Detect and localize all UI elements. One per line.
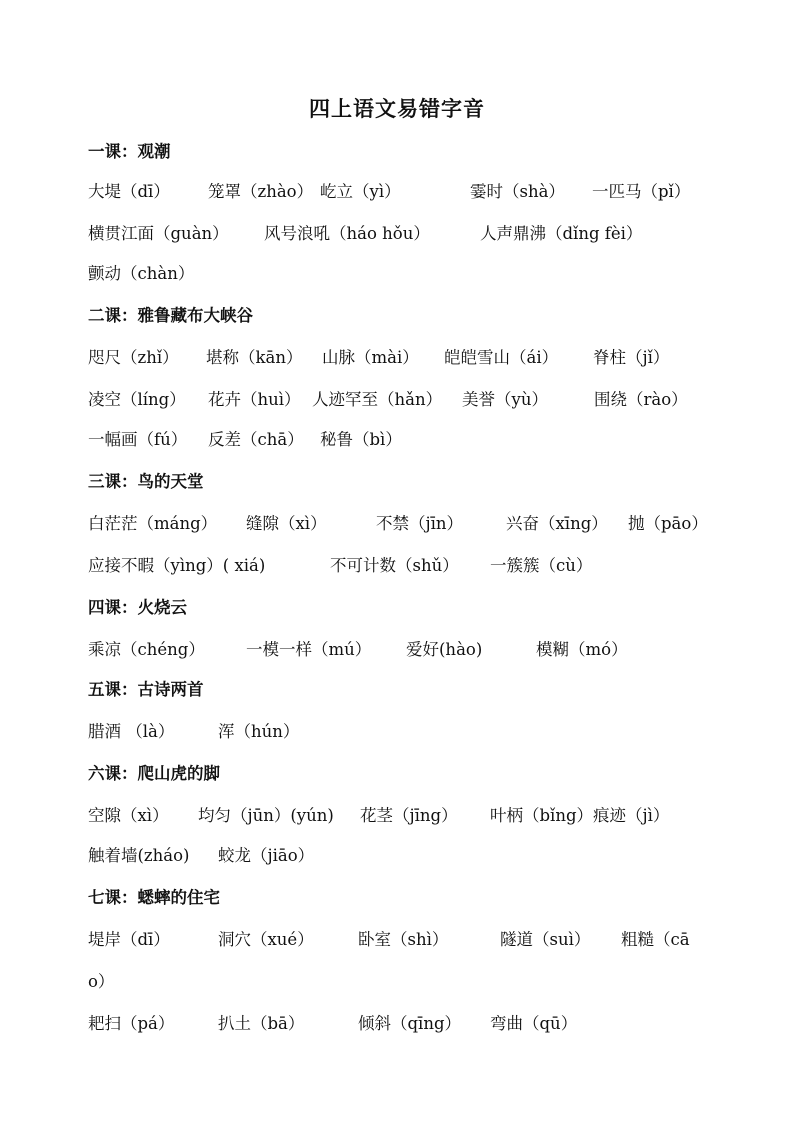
vocab-item: 空隙（xì） — [88, 806, 169, 825]
vocab-row — [88, 926, 728, 954]
vocab-item: 脊柱（jǐ） — [593, 348, 670, 367]
vocab-item: 蛟龙（jiāo） — [218, 846, 315, 865]
vocab-row — [88, 386, 728, 414]
vocab-item: 堤岸（dī） — [88, 930, 170, 949]
vocab-item: 兴奋（xīng） — [506, 514, 608, 533]
vocab-item: 花茎（jīng） — [360, 806, 458, 825]
vocab-item: 美誉（yù） — [462, 390, 548, 409]
vocab-item: 围绕（rào） — [594, 390, 688, 409]
vocab-item: 扒土（bā） — [218, 1014, 305, 1033]
vocab-item: 抛（pāo） — [628, 514, 708, 533]
vocab-item: 反差（chā） — [208, 430, 304, 449]
vocab-row — [88, 344, 728, 372]
vocab-item: 粗糙（cā — [621, 930, 690, 949]
lesson-heading: 二课：雅鲁藏布大峡谷 — [88, 306, 253, 325]
vocab-item: 爱好(hào) — [406, 640, 483, 659]
vocab-item: 风号浪吼（háo hǒu） — [264, 224, 430, 243]
vocab-item: 痕迹（jì） — [593, 806, 670, 825]
vocab-item: 人声鼎沸（dǐng fèi） — [480, 224, 643, 243]
vocab-row — [88, 1010, 728, 1038]
vocab-item: 叶柄（bǐng） — [490, 806, 594, 825]
vocab-row — [88, 260, 728, 288]
lesson-heading: 五课：古诗两首 — [88, 680, 204, 699]
vocab-item: 倾斜（qīng） — [358, 1014, 462, 1033]
lesson-heading: 四课：火烧云 — [88, 598, 187, 617]
lesson-heading: 七课：蟋蟀的住宅 — [88, 888, 220, 907]
vocab-item: 白茫茫（máng） — [88, 514, 218, 533]
vocab-item: 隧道（suì） — [500, 930, 591, 949]
vocab-item: 秘鲁（bì） — [320, 430, 402, 449]
vocab-item: 应接不暇（yìng）( xiá) — [88, 556, 266, 575]
vocab-row — [88, 510, 728, 538]
vocab-item: 咫尺（zhǐ） — [88, 348, 179, 367]
page-title: 四上语文易错字音 — [309, 96, 485, 121]
vocab-item: 弯曲（qū） — [490, 1014, 578, 1033]
vocab-item: 一幅画（fú） — [88, 430, 188, 449]
vocab-item: 堪称（kān） — [206, 348, 303, 367]
vocab-item: 横贯江面（guàn） — [88, 224, 229, 243]
vocab-row — [88, 178, 728, 206]
vocab-row — [88, 968, 728, 996]
vocab-row — [88, 220, 728, 248]
vocab-item: 不可计数（shǔ） — [330, 556, 459, 575]
vocab-item: 缝隙（xì） — [246, 514, 327, 533]
vocab-item: 洞穴（xué） — [218, 930, 314, 949]
vocab-item: 触着墙(zháo) — [88, 846, 190, 865]
vocab-item: 不禁（jīn） — [376, 514, 464, 533]
vocab-item: 一簇簇（cù） — [490, 556, 593, 575]
vocab-item: 浑（hún） — [218, 722, 300, 741]
vocab-item: 腊酒 （là） — [88, 722, 175, 741]
vocab-item: 凌空（líng） — [88, 390, 186, 409]
vocab-item: 山脉（mài） — [322, 348, 419, 367]
vocab-item: 一匹马（pǐ） — [592, 182, 691, 201]
vocab-item: 一模一样（mú） — [246, 640, 372, 659]
vocab-item: 耙扫（pá） — [88, 1014, 175, 1033]
vocab-row — [88, 426, 728, 454]
vocab-item: 模糊（mó） — [536, 640, 628, 659]
lesson-heading: 一课：观潮 — [88, 142, 171, 161]
lesson-heading: 六课：爬山虎的脚 — [88, 764, 220, 783]
vocab-item: 乘凉（chéng） — [88, 640, 205, 659]
vocab-item: 霎时（shà） — [470, 182, 565, 201]
vocab-row — [88, 842, 728, 870]
vocab-row — [88, 552, 728, 580]
vocab-row — [88, 802, 728, 830]
vocab-item: 大堤（dī） — [88, 182, 170, 201]
vocab-item: 颤动（chàn） — [88, 264, 195, 283]
vocab-item: o） — [88, 972, 115, 991]
vocab-item: 皑皑雪山（ái） — [444, 348, 559, 367]
lesson-heading: 三课：鸟的天堂 — [88, 472, 204, 491]
vocab-item: 笼罩（zhào） — [208, 182, 314, 201]
vocab-row — [88, 636, 728, 664]
vocab-item: 人迹罕至（hǎn） — [312, 390, 443, 409]
vocab-row — [88, 718, 728, 746]
vocab-item: 均匀（jūn）(yún) — [198, 806, 334, 825]
vocab-item: 卧室（shì） — [358, 930, 449, 949]
vocab-item: 屹立（yì） — [320, 182, 401, 201]
vocab-item: 花卉（huì） — [208, 390, 301, 409]
